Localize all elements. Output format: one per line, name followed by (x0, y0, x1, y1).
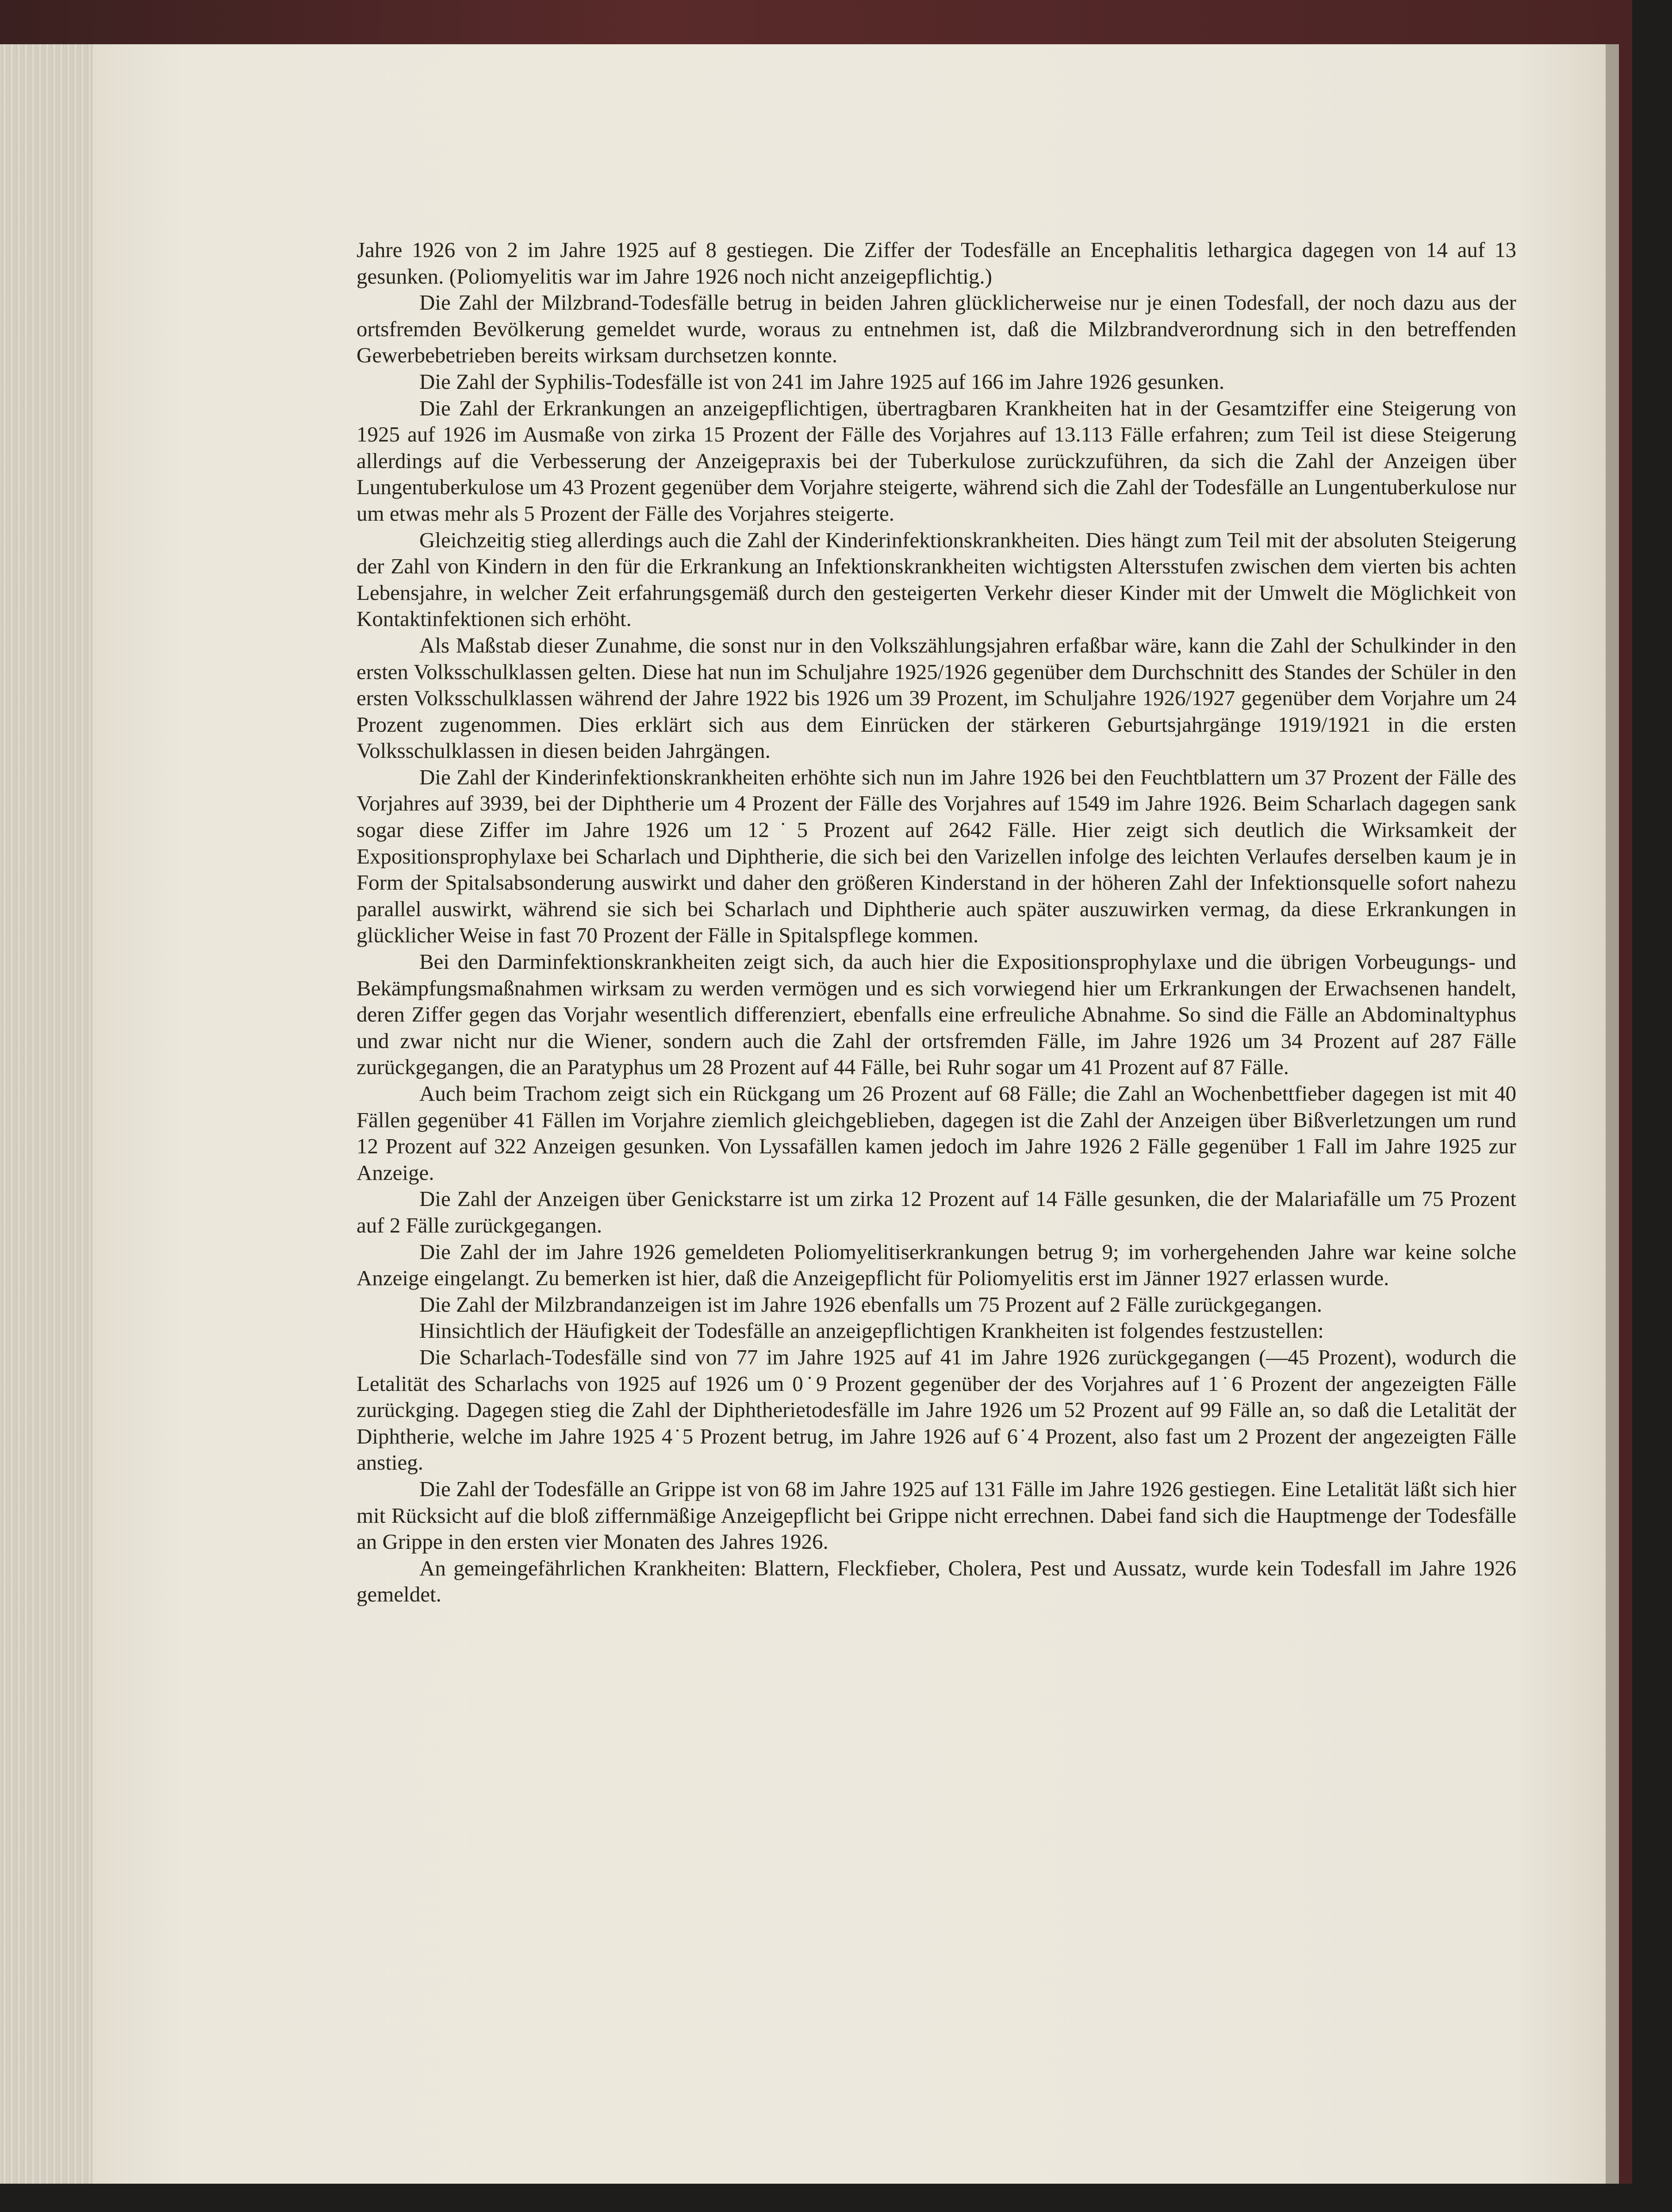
paragraph: Jahre 1926 von 2 im Jahre 1925 auf 8 gestiegen. Die Ziffer der Todesfälle an Encephalitis lethargica dagegen von 14 auf 13 gesunken. (Poliomyelitis war im Jahre 1926 noch nicht anzeigepflichtig.) (357, 238, 1516, 288)
paragraph: Die Zahl der Milzbrandanzeigen ist im Jahre 1926 ebenfalls um 75 Prozent auf 2 Fälle zurückgegangen. (419, 1292, 1322, 1317)
paragraph: An gemeingefährlichen Krankheiten: Blattern, Fleckfieber, Cholera, Pest und Aussatz, wurde kein Todesfall im Jahre 1926 gemeldet. (357, 1555, 1516, 1607)
paragraph: Die Scharlach-Todesfälle sind von 77 im Jahre 1925 auf 41 im Jahre 1926 zurückgegangen (—45 Prozent), wodurch die Letalität des Scharlachs von 1925 auf 1926 um 0˙9 Prozent gegenüber der des Vorjahres auf 1˙6 Prozent der angezeigten Fälle zurückging. Dagegen stieg die Zahl der Diphtherietodesfälle im Jahre 1926 um 52 Prozent auf 99 Fälle an, so daß die Letalität der Diphtherie, welche im Jahre 1925 4˙5 Prozent betrug, im Jahre 1926 auf 6˙4 Prozent, also fast um 2 Prozent der angezeigten Fälle anstieg. (357, 1344, 1516, 1475)
paragraph: Auch beim Trachom zeigt sich ein Rückgang um 26 Prozent auf 68 Fälle; die Zahl an Wochenbettfieber dagegen ist mit 40 Fällen gegenüber 41 Fällen im Vorjahre ziemlich gleichgeblieben, dagegen ist die Zahl der Anzeigen über Bißverletzungen um rund 12 Prozent auf 322 Anzeigen gesunken. Von Lyssafällen kamen jedoch im Jahre 1926 2 Fälle gegenüber 1 Fall im Jahre 1925 zur Anzeige. (357, 1081, 1516, 1185)
paragraph: Die Zahl der im Jahre 1926 gemeldeten Poliomyelitiserkrankungen betrug 9; im vorhergehenden Jahre war keine solche Anzeige eingelangt. Zu bemerken ist hier, daß die Anzeigepflicht für Poliomyelitis erst im Jänner 1927 erlassen wurde. (357, 1239, 1516, 1290)
paragraph: Die Zahl der Kinderinfektionskrankheiten erhöhte sich nun im Jahre 1926 bei den Feuchtblattern um 37 Prozent der Fälle des Vorjahres auf 3939, bei der Diphtherie um 4 Prozent der Fälle des Vorjahres auf 1549 im Jahre 1926. Beim Scharlach dagegen sank sogar diese Ziffer im Jahre 1926 um 12˙5 Prozent auf 2642 Fälle. Hier zeigt sich deutlich die Wirksamkeit der Expositionsprophylaxe bei Scharlach und Diphtherie, die sich bei den Varizellen infolge des leichten Verlaufes derselben kaum je in Form der Spitalsabsonderung auswirkt und daher den größeren Kinderstand in der höheren Zahl der Infektionsquelle sofort nahezu parallel auswirkt, während sie sich bei Scharlach und Diphtherie auch später auszuwirken vermag, da diese Erkrankungen in glücklicher Weise in fast 70 Prozent der Fälle in Spitalspflege kommen. (357, 764, 1516, 948)
paragraph: Hinsichtlich der Häufigkeit der Todesfälle an anzeigepflichtigen Krankheiten ist folgendes festzustellen: (419, 1318, 1324, 1343)
paragraph: Gleichzeitig stieg allerdings auch die Zahl der Kinderinfektionskrankheiten. Dies hängt zum Teil mit der absoluten Steigerung der Zahl von Kindern in den für die Erkrankung an Infektionskrankheiten wichtigsten Altersstufen zwischen dem vierten bis achten Lebensjahre, in welcher Zeit erfahrungsgemäß durch den gesteigerten Verkehr dieser Kinder mit der Umwelt die Möglichkeit von Kontaktinfektionen sich erhöht. (357, 527, 1516, 631)
paragraph: Die Zahl der Erkrankungen an anzeigepflichtigen, übertragbaren Krankheiten hat in der Gesamtziffer eine Steigerung von 1925 auf 1926 im Ausmaße von zirka 15 Prozent der Fälle des Vorjahres auf 13.113 Fälle erfahren; zum Teil ist diese Steigerung allerdings auf die Verbesserung der Anzeigepraxis bei der Tuberkulose zurückzuführen, da sich die Zahl der Anzeigen über Lungentuberkulose um 43 Prozent gegenüber dem Vorjahre steigerte, während sich die Zahl der Todesfälle an Lungentuberkulose nur um etwas mehr als 5 Prozent der Fälle des Vorjahres steigerte. (357, 396, 1516, 526)
body-text (357, 237, 1516, 1608)
paragraph: Die Zahl der Todesfälle an Grippe ist von 68 im Jahre 1925 auf 131 Fälle im Jahre 1926 gestiegen. Eine Letalität läßt sich hier mit Rücksicht auf die bloß ziffernmäßige Anzeigepflicht bei Grippe nicht errechnen. Dabei fand sich die Hauptmenge der Todesfälle an Grippe in den ersten vier Monaten des Jahres 1926. (357, 1476, 1516, 1554)
paragraph: Die Zahl der Anzeigen über Genickstarre ist um zirka 12 Prozent auf 14 Fälle gesunken, die der Malariafälle um 75 Prozent auf 2 Fälle zurückgegangen. (357, 1187, 1516, 1237)
paragraph: Als Maßstab dieser Zunahme, die sonst nur in den Volkszählungsjahren erfaßbar wäre, kann die Zahl der Schulkinder in den ersten Volksschulklassen gelten. Diese hat nun im Schuljahre 1925/1926 gegenüber dem Durchschnitt des Standes der Schüler in den ersten Volksschulklassen während der Jahre 1922 bis 1926 um 39 Prozent, im Schuljahre 1926/1927 gegenüber dem Vorjahre um 24 Prozent zugenommen. Dies erklärt sich aus dem Einrücken der stärkeren Geburtsjahrgänge 1919/1921 in die ersten Volksschulklassen in diesen beiden Jahrgängen. (357, 633, 1516, 763)
paragraph: Die Zahl der Syphilis-Todesfälle ist von 241 im Jahre 1925 auf 166 im Jahre 1926 gesunken. (419, 369, 1225, 394)
page-stack-edge (0, 44, 93, 2184)
page-right-edge (1606, 44, 1619, 2184)
paragraph: Die Zahl der Milzbrand-Todesfälle betrug in beiden Jahren glücklicherweise nur je einen Todesfall, der noch dazu aus der ortsfremden Bevölkerung gemeldet wurde, woraus zu entnehmen ist, daß die Milzbrandverordnung sich in den betreffenden Gewerbebetrieben bereits wirksam durchsetzen konnte. (357, 290, 1516, 368)
paragraph: Bei den Darminfektionskrankheiten zeigt sich, da auch hier die Expositionsprophylaxe und die übrigen Vorbeugungs- und Bekämpfungsmaßnahmen wirksam zu werden vermögen und es sich vorwiegend hier um Erkrankungen der Erwachsenen handelt, deren Ziffer gegen das Vorjahr wesentlich differenziert, ebenfalls eine erfreuliche Abnahme. So sind die Fälle an Abdominaltyphus und zwar nicht nur die Wiener, sondern auch die Zahl der ortsfremden Fälle, im Jahre 1926 um 34 Prozent auf 287 Fälle zurückgegangen, die an Paratyphus um 28 Prozent auf 44 Fälle, bei Ruhr sogar um 41 Prozent auf 87 Fälle. (357, 949, 1516, 1079)
